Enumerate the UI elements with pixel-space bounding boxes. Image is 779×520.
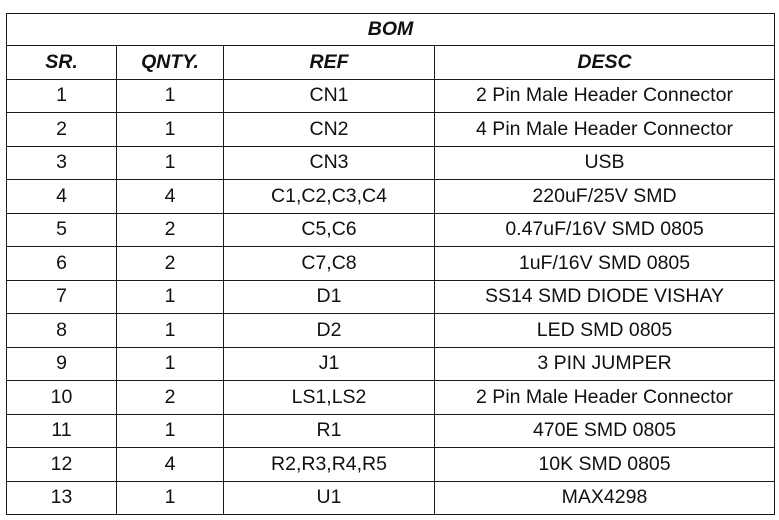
cell-desc: 10K SMD 0805: [435, 448, 775, 482]
table-row: [7, 314, 775, 348]
cell-sr: 9: [7, 347, 117, 381]
cell-ref: C7,C8: [224, 247, 435, 281]
table-row: [7, 146, 775, 180]
cell-qnty: 1: [117, 481, 224, 515]
cell-ref: R2,R3,R4,R5: [224, 448, 435, 482]
cell-sr: 7: [7, 280, 117, 314]
cell-qnty: 1: [117, 347, 224, 381]
table-row: [7, 448, 775, 482]
cell-ref: CN3: [224, 146, 435, 180]
cell-desc: 2 Pin Male Header Connector: [435, 381, 775, 415]
cell-sr: 4: [7, 180, 117, 214]
cell-sr: 13: [7, 481, 117, 515]
cell-qnty: 2: [117, 381, 224, 415]
table-row: [7, 79, 775, 113]
cell-sr: 8: [7, 314, 117, 348]
cell-desc: 0.47uF/16V SMD 0805: [435, 213, 775, 247]
cell-ref: D2: [224, 314, 435, 348]
table-row: [7, 247, 775, 281]
cell-qnty: 1: [117, 146, 224, 180]
table-row: [7, 113, 775, 147]
cell-ref: CN2: [224, 113, 435, 147]
title-row: [7, 14, 775, 46]
cell-ref: U1: [224, 481, 435, 515]
cell-sr: 1: [7, 79, 117, 113]
cell-ref: J1: [224, 347, 435, 381]
cell-desc: USB: [435, 146, 775, 180]
cell-qnty: 4: [117, 180, 224, 214]
cell-sr: 10: [7, 381, 117, 415]
cell-desc: 1uF/16V SMD 0805: [435, 247, 775, 281]
cell-desc: LED SMD 0805: [435, 314, 775, 348]
cell-ref: R1: [224, 414, 435, 448]
cell-qnty: 1: [117, 113, 224, 147]
cell-qnty: 1: [117, 414, 224, 448]
cell-desc: SS14 SMD DIODE VISHAY: [435, 280, 775, 314]
table-row: [7, 280, 775, 314]
table-row: [7, 414, 775, 448]
cell-desc: 470E SMD 0805: [435, 414, 775, 448]
table-row: [7, 481, 775, 515]
cell-qnty: 1: [117, 79, 224, 113]
cell-sr: 2: [7, 113, 117, 147]
cell-ref: LS1,LS2: [224, 381, 435, 415]
table-row: [7, 180, 775, 214]
cell-desc: 3 PIN JUMPER: [435, 347, 775, 381]
cell-ref: CN1: [224, 79, 435, 113]
cell-desc: 2 Pin Male Header Connector: [435, 79, 775, 113]
table-row: [7, 347, 775, 381]
cell-sr: 12: [7, 448, 117, 482]
cell-sr: 5: [7, 213, 117, 247]
bom-table: [6, 13, 775, 515]
header-sr: SR.: [7, 46, 117, 80]
cell-desc: 4 Pin Male Header Connector: [435, 113, 775, 147]
header-ref: REF: [224, 46, 435, 80]
header-desc: DESC: [435, 46, 775, 80]
table-row: [7, 381, 775, 415]
table-title: BOM: [7, 14, 775, 46]
cell-qnty: 1: [117, 280, 224, 314]
cell-ref: C1,C2,C3,C4: [224, 180, 435, 214]
table-row: [7, 213, 775, 247]
cell-sr: 11: [7, 414, 117, 448]
bom-body: [7, 79, 775, 515]
header-qnty: QNTY.: [117, 46, 224, 80]
cell-qnty: 2: [117, 247, 224, 281]
cell-desc: 220uF/25V SMD: [435, 180, 775, 214]
cell-qnty: 4: [117, 448, 224, 482]
cell-sr: 3: [7, 146, 117, 180]
cell-desc: MAX4298: [435, 481, 775, 515]
header-row: [7, 46, 775, 80]
cell-qnty: 1: [117, 314, 224, 348]
cell-sr: 6: [7, 247, 117, 281]
cell-ref: D1: [224, 280, 435, 314]
cell-qnty: 2: [117, 213, 224, 247]
cell-ref: C5,C6: [224, 213, 435, 247]
